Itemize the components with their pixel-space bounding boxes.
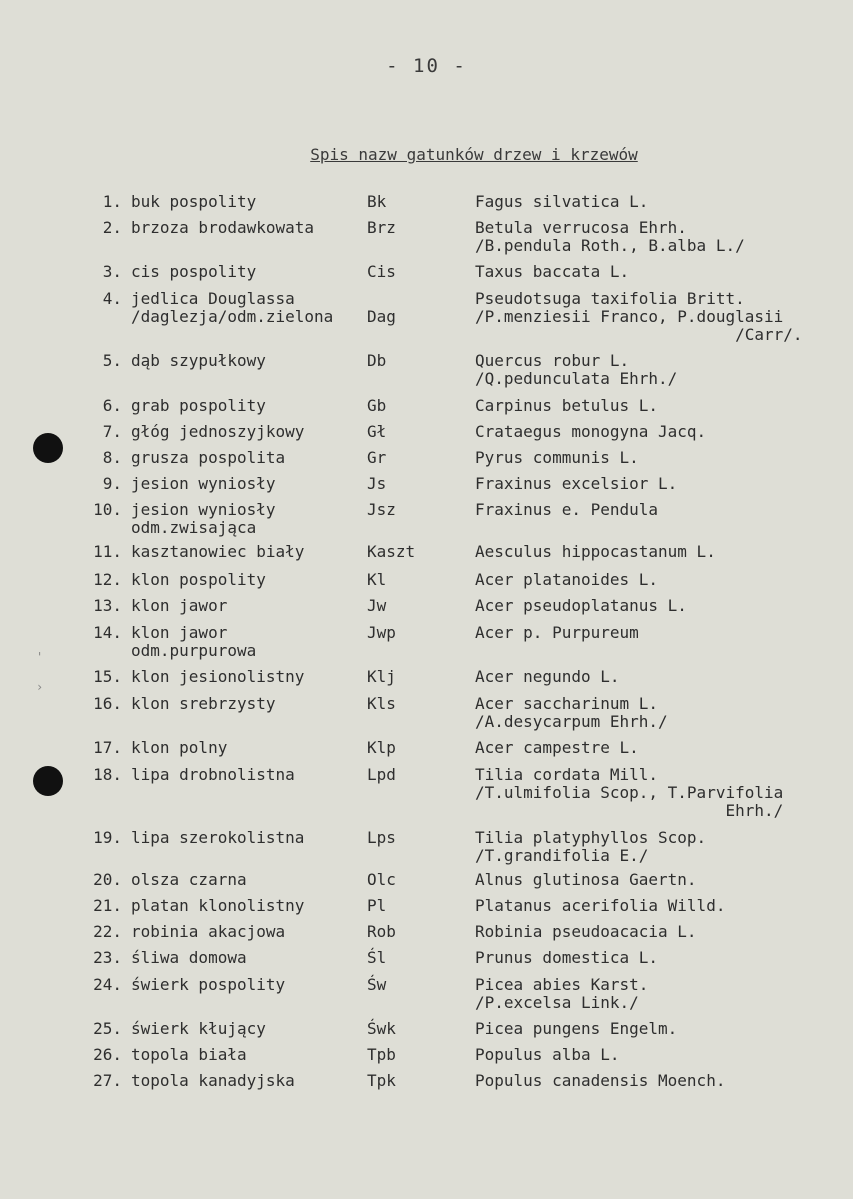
polish-name: jesion wyniosły odm.zwisająca: [131, 500, 276, 537]
latin-name: Acer platanoides L.: [475, 570, 659, 589]
page-title: Spis nazw gatunków drzew i krzewów: [310, 145, 638, 164]
punch-hole: [33, 766, 63, 796]
polish-name: buk pospolity: [131, 192, 257, 211]
latin-name: Acer p. Purpureum: [475, 623, 639, 642]
abbreviation: Db: [367, 351, 387, 370]
species-number: 3.: [102, 262, 122, 281]
latin-name: Prunus domestica L.: [475, 948, 659, 967]
latin-name: Picea pungens Engelm.: [475, 1019, 678, 1038]
latin-name: Betula verrucosa Ehrh. /B.pendula Roth., B.alba L./: [475, 218, 745, 255]
polish-name: lipa szerokolistna: [131, 828, 305, 847]
polish-name: klon jawor odm.purpurowa: [131, 623, 257, 660]
latin-name: Pyrus communis L.: [475, 448, 639, 467]
latin-name: Acer campestre L.: [475, 738, 639, 757]
latin-name: Taxus baccata L.: [475, 262, 630, 281]
latin-name: Crataegus monogyna Jacq.: [475, 422, 707, 441]
abbreviation: Tpb: [367, 1045, 396, 1064]
species-number: 19.: [93, 828, 122, 847]
abbreviation: Olc: [367, 870, 396, 889]
polish-name: klon polny: [131, 738, 228, 757]
polish-name: jesion wyniosły: [131, 474, 276, 493]
polish-name: platan klonolistny: [131, 896, 305, 915]
latin-name: Platanus acerifolia Willd.: [475, 896, 726, 915]
abbreviation: Klp: [367, 738, 396, 757]
abbreviation: Rob: [367, 922, 396, 941]
polish-name: grab pospolity: [131, 396, 266, 415]
paper-mark: ›: [36, 680, 44, 694]
latin-name: Robinia pseudoacacia L.: [475, 922, 697, 941]
polish-name: topola biała: [131, 1045, 247, 1064]
abbreviation: Lps: [367, 828, 396, 847]
species-number: 23.: [93, 948, 122, 967]
species-number: 7.: [102, 422, 122, 441]
latin-name: Acer saccharinum L. /A.desycarpum Ehrh./: [475, 694, 668, 731]
species-number: 10.: [93, 500, 122, 519]
species-number: 21.: [93, 896, 122, 915]
paper-mark: ': [36, 650, 44, 664]
polish-name: jedlica Douglassa /daglezja/odm.zielona: [131, 289, 334, 326]
abbreviation: Brz: [367, 218, 396, 237]
species-number: 17.: [93, 738, 122, 757]
page-number: - 10 -: [386, 55, 467, 77]
abbreviation: Kaszt: [367, 542, 416, 561]
species-number: 22.: [93, 922, 122, 941]
abbreviation: Śwk: [367, 1019, 396, 1038]
polish-name: klon jawor: [131, 596, 228, 615]
species-number: 8.: [102, 448, 122, 467]
abbreviation: Pl: [367, 896, 387, 915]
species-number: 14.: [93, 623, 122, 642]
latin-name: Fraxinus e. Pendula: [475, 500, 659, 519]
polish-name: dąb szypułkowy: [131, 351, 266, 370]
polish-name: klon pospolity: [131, 570, 266, 589]
species-number: 11.: [93, 542, 122, 561]
latin-name: Alnus glutinosa Gaertn.: [475, 870, 697, 889]
abbreviation: Gb: [367, 396, 387, 415]
species-number: 1.: [102, 192, 122, 211]
latin-name: Populus canadensis Moench.: [475, 1071, 726, 1090]
polish-name: robinia akacjowa: [131, 922, 286, 941]
latin-name: Fagus silvatica L.: [475, 192, 649, 211]
abbreviation: Tpk: [367, 1071, 396, 1090]
abbreviation: Św: [367, 975, 387, 994]
species-number: 15.: [93, 667, 122, 686]
polish-name: klon srebrzysty: [131, 694, 276, 713]
polish-name: świerk pospolity: [131, 975, 286, 994]
species-number: 27.: [93, 1071, 122, 1090]
abbreviation: Śl: [367, 948, 387, 967]
abbreviation: Cis: [367, 262, 396, 281]
latin-name: Tilia platyphyllos Scop. /T.grandifolia E./: [475, 828, 707, 865]
latin-name: Pseudotsuga taxifolia Britt. /P.menziesii Franco, P.douglasii /Carr/.: [475, 289, 803, 344]
abbreviation: Jsz: [367, 500, 396, 519]
latin-name: Carpinus betulus L.: [475, 396, 659, 415]
polish-name: kasztanowiec biały: [131, 542, 305, 561]
abbreviation: Bk: [367, 192, 387, 211]
latin-name: Quercus robur L. /Q.pedunculata Ehrh./: [475, 351, 678, 388]
polish-name: świerk kłujący: [131, 1019, 266, 1038]
species-number: 16.: [93, 694, 122, 713]
latin-name: Picea abies Karst. /P.excelsa Link./: [475, 975, 649, 1012]
polish-name: klon jesionolistny: [131, 667, 305, 686]
species-number: 5.: [102, 351, 122, 370]
species-number: 2.: [102, 218, 122, 237]
abbreviation: Jw: [367, 596, 387, 615]
species-number: 4.: [102, 289, 122, 308]
species-number: 25.: [93, 1019, 122, 1038]
punch-hole: [33, 433, 63, 463]
abbreviation: Kl: [367, 570, 387, 589]
latin-name: Acer negundo L.: [475, 667, 620, 686]
species-number: 12.: [93, 570, 122, 589]
polish-name: głóg jednoszyjkowy: [131, 422, 305, 441]
latin-name: Fraxinus excelsior L.: [475, 474, 678, 493]
polish-name: grusza pospolita: [131, 448, 286, 467]
polish-name: topola kanadyjska: [131, 1071, 295, 1090]
polish-name: brzoza brodawkowata: [131, 218, 315, 237]
abbreviation: Jwp: [367, 623, 396, 642]
abbreviation: Js: [367, 474, 387, 493]
latin-name: Tilia cordata Mill. /T.ulmifolia Scop., T.Parvifolia Ehrh./: [475, 765, 784, 820]
species-number: 18.: [93, 765, 122, 784]
latin-name: Acer pseudoplatanus L.: [475, 596, 687, 615]
polish-name: śliwa domowa: [131, 948, 247, 967]
abbreviation: Dag: [367, 307, 396, 326]
abbreviation: Klj: [367, 667, 396, 686]
species-number: 20.: [93, 870, 122, 889]
species-number: 13.: [93, 596, 122, 615]
species-number: 6.: [102, 396, 122, 415]
polish-name: lipa drobnolistna: [131, 765, 295, 784]
abbreviation: Lpd: [367, 765, 396, 784]
abbreviation: Gł: [367, 422, 387, 441]
latin-name: Populus alba L.: [475, 1045, 620, 1064]
abbreviation: Kls: [367, 694, 396, 713]
abbreviation: Gr: [367, 448, 387, 467]
species-number: 9.: [102, 474, 122, 493]
polish-name: olsza czarna: [131, 870, 247, 889]
species-number: 24.: [93, 975, 122, 994]
species-number: 26.: [93, 1045, 122, 1064]
polish-name: cis pospolity: [131, 262, 257, 281]
latin-name: Aesculus hippocastanum L.: [475, 542, 716, 561]
